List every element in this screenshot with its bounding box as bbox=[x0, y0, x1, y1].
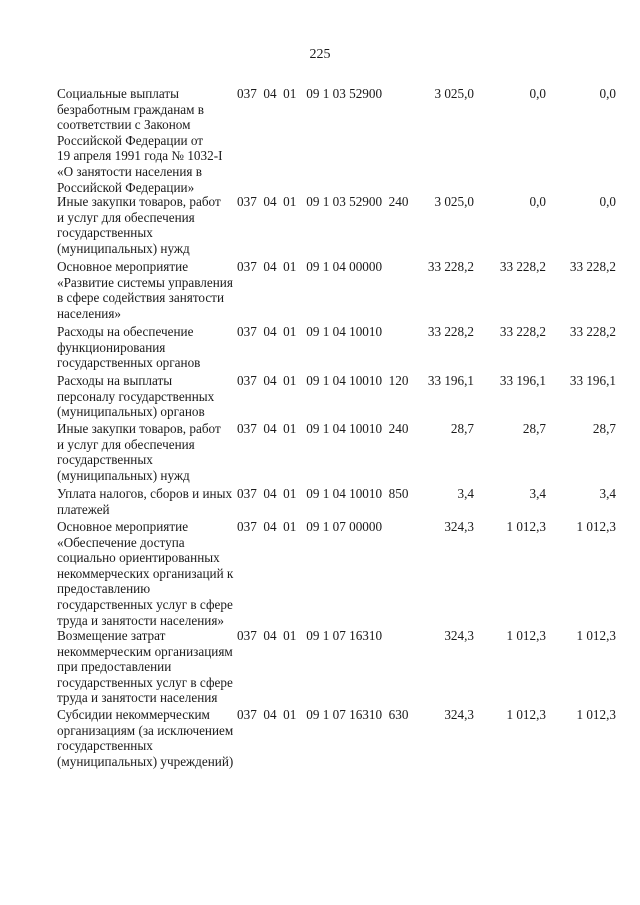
amount-year3: 33 228,2 bbox=[569, 324, 616, 339]
budget-code: 037 04 01 09 1 03 52900 bbox=[237, 86, 383, 101]
expense-name: Социальные выплаты безработным гражданам в соответствии с Законом Российской Федерации от 19 апреля 1991 года № 1032-I «О занятости населения в Российской Федерации» bbox=[57, 86, 223, 195]
amount-year3: 33 228,2 bbox=[569, 259, 616, 274]
amount-year1: 28,7 bbox=[450, 421, 474, 436]
amount-year1: 3,4 bbox=[457, 486, 474, 501]
amount-year2: 0,0 bbox=[529, 86, 546, 101]
amount-year2: 1 012,3 bbox=[506, 519, 546, 534]
expense-name: Расходы на обеспечение функционирования государственных органов bbox=[57, 324, 201, 371]
amount-year2: 0,0 bbox=[529, 194, 546, 209]
budget-code: 037 04 01 09 1 04 10010 bbox=[237, 324, 383, 339]
amount-year3: 28,7 bbox=[592, 421, 616, 436]
amount-year1: 33 228,2 bbox=[427, 259, 474, 274]
expense-name: Основное мероприятие «Обеспечение доступа социально ориентированных некоммерческих организаций к предоставлению государственных услуг в сфере труда и занятости населения» bbox=[57, 519, 234, 628]
amount-year2: 33 196,1 bbox=[499, 373, 546, 388]
amount-year3: 1 012,3 bbox=[576, 519, 616, 534]
expense-name: Иные закупки товаров, работ и услуг для обеспечения государственных (муниципальных) нужд bbox=[57, 194, 221, 256]
expense-name: Основное мероприятие «Развитие системы управления в сфере содействия занятости населения» bbox=[57, 259, 233, 321]
amount-year3: 1 012,3 bbox=[576, 707, 616, 722]
amount-year2: 3,4 bbox=[529, 486, 546, 501]
budget-code: 037 04 01 09 1 07 00000 bbox=[237, 519, 383, 534]
expense-name: Возмещение затрат некоммерческим организациям при предоставлении государственных услуг в сфере труда и занятости населения bbox=[57, 628, 233, 706]
page-number: 225 bbox=[309, 47, 331, 62]
amount-year3: 0,0 bbox=[599, 194, 616, 209]
budget-code: 037 04 01 09 1 07 16310 630 bbox=[237, 707, 409, 722]
amount-year2: 33 228,2 bbox=[499, 259, 546, 274]
amount-year3: 33 196,1 bbox=[569, 373, 616, 388]
amount-year1: 324,3 bbox=[444, 628, 474, 643]
amount-year3: 0,0 bbox=[599, 86, 616, 101]
budget-code: 037 04 01 09 1 04 10010 850 bbox=[237, 486, 409, 501]
budget-code: 037 04 01 09 1 07 16310 bbox=[237, 628, 383, 643]
budget-code: 037 04 01 09 1 03 52900 240 bbox=[237, 194, 409, 209]
amount-year1: 3 025,0 bbox=[434, 194, 474, 209]
amount-year1: 324,3 bbox=[444, 707, 474, 722]
amount-year1: 3 025,0 bbox=[434, 86, 474, 101]
expense-name: Уплата налогов, сборов и иных платежей bbox=[57, 486, 233, 517]
budget-code: 037 04 01 09 1 04 10010 120 bbox=[237, 373, 409, 388]
expense-name: Иные закупки товаров, работ и услуг для обеспечения государственных (муниципальных) нужд bbox=[57, 421, 221, 483]
amount-year3: 3,4 bbox=[599, 486, 616, 501]
amount-year1: 33 228,2 bbox=[427, 324, 474, 339]
amount-year2: 28,7 bbox=[522, 421, 546, 436]
amount-year2: 1 012,3 bbox=[506, 707, 546, 722]
amount-year1: 324,3 bbox=[444, 519, 474, 534]
amount-year2: 1 012,3 bbox=[506, 628, 546, 643]
budget-code: 037 04 01 09 1 04 00000 bbox=[237, 259, 383, 274]
amount-year1: 33 196,1 bbox=[427, 373, 474, 388]
amount-year3: 1 012,3 bbox=[576, 628, 616, 643]
expense-name: Расходы на выплаты персоналу государственных (муниципальных) органов bbox=[57, 373, 215, 420]
expense-name: Субсидии некоммерческим организациям (за исключением государственных (муниципальных) учреждений) bbox=[57, 707, 234, 769]
budget-code: 037 04 01 09 1 04 10010 240 bbox=[237, 421, 409, 436]
amount-year2: 33 228,2 bbox=[499, 324, 546, 339]
